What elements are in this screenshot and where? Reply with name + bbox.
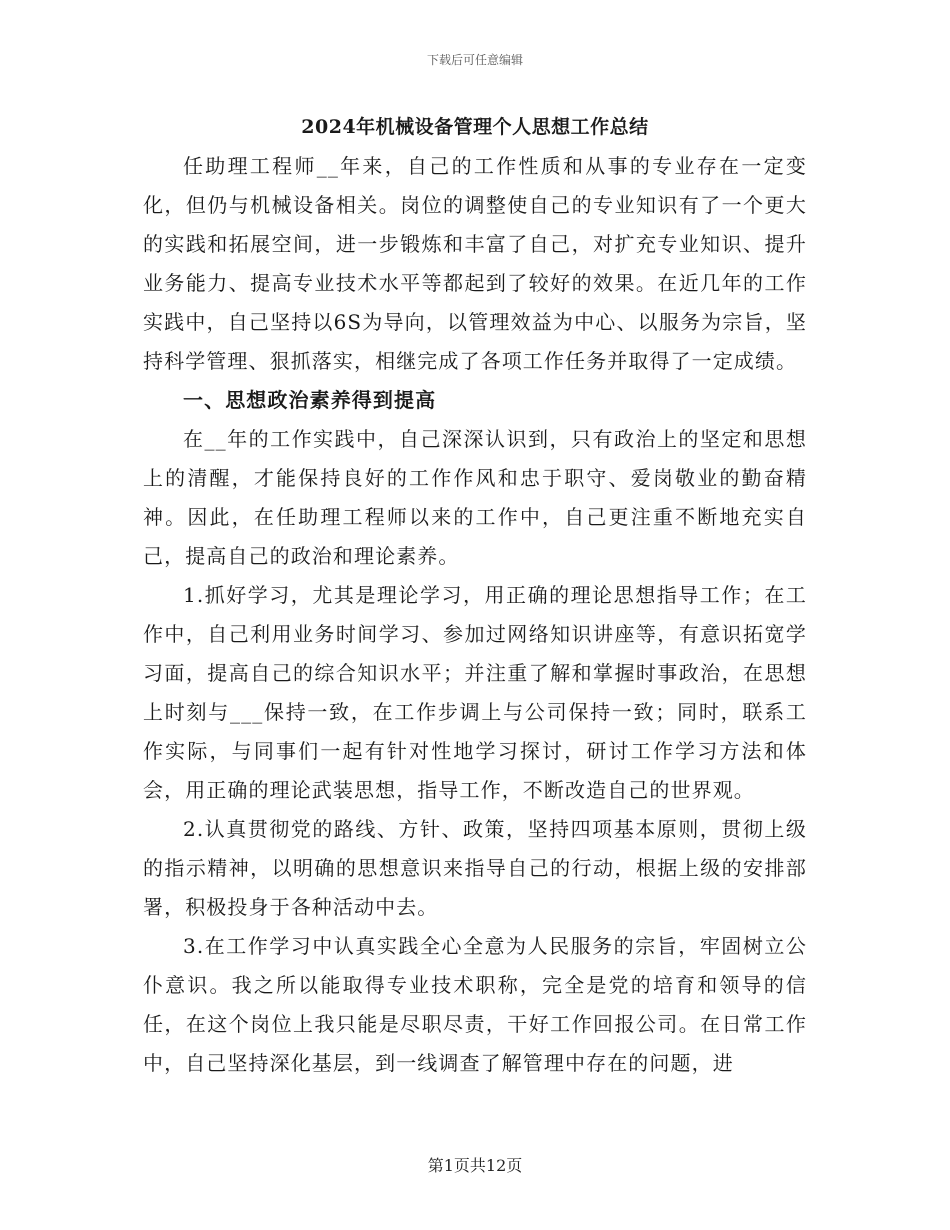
page-number-footer: 第1页共12页	[427, 1156, 523, 1175]
document-body	[143, 147, 807, 1083]
page-header: 下载后可任意编辑	[426, 53, 523, 67]
intro-paragraph: 任助理工程师__年来，自己的工作性质和从事的专业存在一定变化，但仍与机械设备相关。岗位的调整使自己的专业知识有了一个更大的实践和拓展空间，进一步锻炼和丰富了自己，对扩充专业知识、提升业务能力、提高专业技术水平等都起到了较好的效果。在近几年的工作实践中，自己坚持以6S为导向，以管理效益为中心、以服务为宗旨，坚持科学管理、狠抓落实，相继完成了各项工作任务并取得了一定成绩。	[143, 154, 807, 373]
list-item-2-paragraph: 2.认真贯彻党的路线、方针、政策，坚持四项基本原则，贯彻上级的指示精神，以明确的思想意识来指导自己的行动，根据上级的安排部署，积极投身于各种活动中去。	[143, 817, 807, 919]
section-paragraph: 在__年的工作实践中，自己深深认识到，只有政治上的坚定和思想上的清醒，才能保持良好的工作作风和忠于职守、爱岗敬业的勤奋精神。因此，在任助理工程师以来的工作中，自己更注重不断地充实自己，提高自己的政治和理论素养。	[143, 427, 807, 568]
list-item-1-paragraph: 1.抓好学习，尤其是理论学习，用正确的理论思想指导工作；在工作中，自己利用业务时间学习、参加过网络知识讲座等，有意识拓宽学习面，提高自己的综合知识水平；并注重了解和掌握时事政治，在思想上时刻与___保持一致，在工作步调上与公司保持一致；同时，联系工作实际，与同事们一起有针对性地学习探讨，研讨工作学习方法和体会，用正确的理论武装思想，指导工作，不断改造自己的世界观。	[143, 583, 807, 802]
document-title: 2024年机械设备管理个人思想工作总结	[301, 116, 649, 138]
section-heading: 一、思想政治素养得到提高	[183, 388, 437, 412]
list-item-3-paragraph: 3.在工作学习中认真实践全心全意为人民服务的宗旨，牢固树立公仆意识。我之所以能取得专业技术职称，完全是党的培育和领导的信任，在这个岗位上我只能是尽职尽责，干好工作回报公司。在日常工作中，自己坚持深化基层，到一线调查了解管理中存在的问题，进	[143, 934, 807, 1075]
